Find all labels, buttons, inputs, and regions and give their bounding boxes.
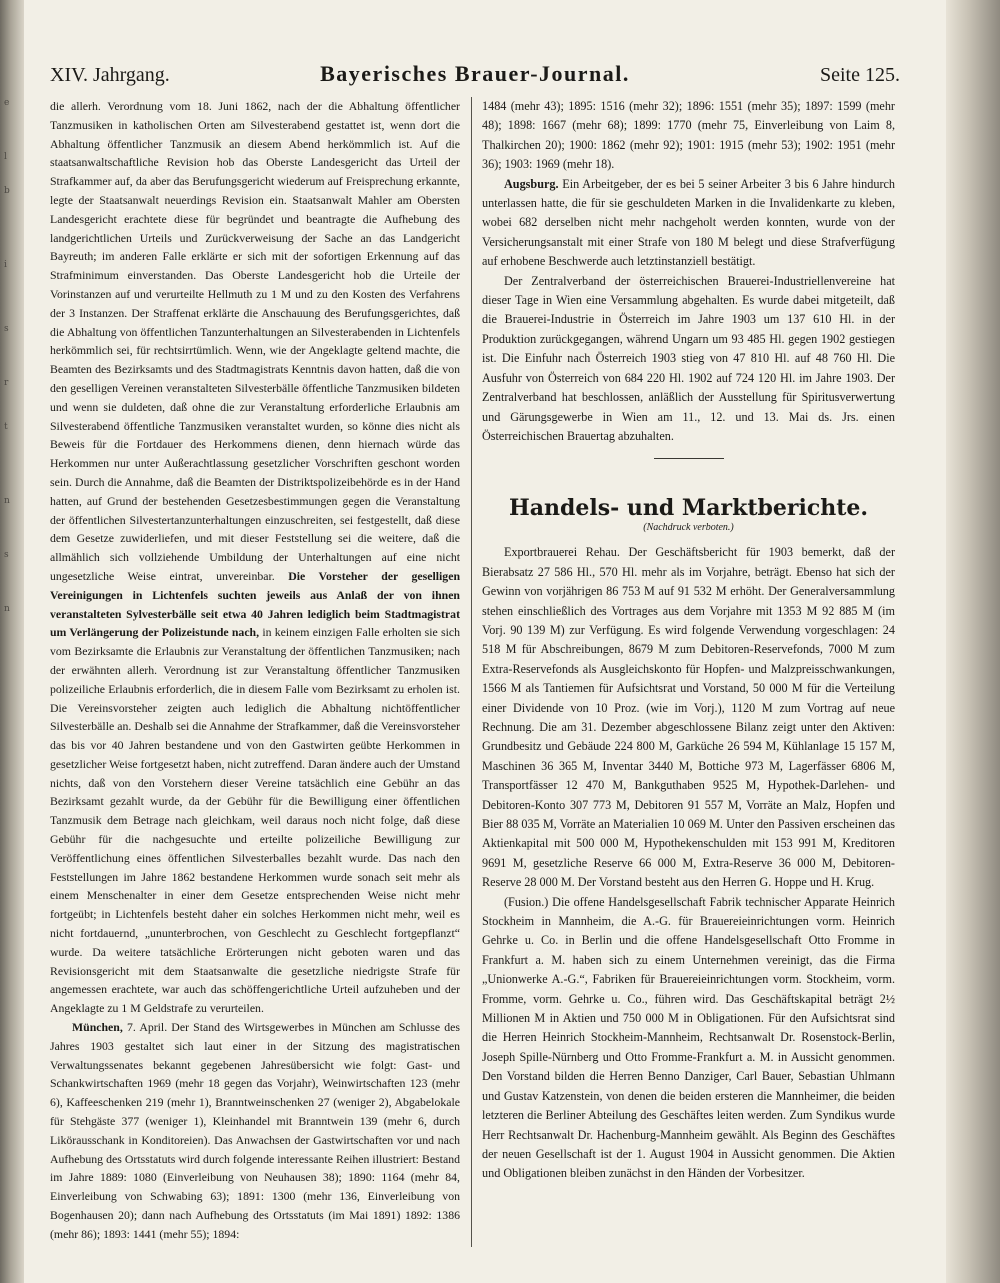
margin-mark: b [4, 186, 10, 196]
right-column [482, 97, 895, 1184]
bold-passage: Die Vorsteher der geselligen Vereinigungen in Lichtenfels suchten jeweils aus Anlaß der von ihnen veranstalteten Sylvesterbälle seit etwa 40 Jahren lediglich beim Stadtmagistrat um Verlängerung der Polizeistunde nach, [50, 568, 461, 640]
paragraph-text: in keinem einzigen Falle erholten sie sich vom Bezirksamte die Erlaubnis zur Veranstaltung der öffentlichen Tanzmusiken; nach der erwähnten allerh. Verordnung ist zur Veranstaltung öffentlicher Tanzmusiken polizeiliche Erlaubnis erforderlich, die in diesem Falle vom Bezirksamt zu erholen ist. Die Vereinsvorsteher zeigten auch lediglich die Abhaltung nichtöffentlicher Silvesterbälle an. Deshalb sei die Annahme der Strafkammer, daß die Vereinsvorsteher das bis vor 40 Jahren bestandene und von den Gastwirten geübte Herkommen in gesetzlicher Weise fortgesetzt haben, nicht zutreffend. Daran ändere auch der Umstand nichts, daß von den Vorstehern dieser Vereine tatsächlich eine Gebühr an das Bezirksamt gezahlt wurde, da der Gebühr für die Bewilligung einer öffentlichen Tanzmusik dem Betrage nach gleichkam, weil daraus noch nicht folge, daß diese Gebühr für die nachgesuchte und erteilte polizeiliche Bewilligung zur Veröffentlichung eines öffentlichen Silvesterballes bezahlt wurde. Das nach den Feststellungen im Jahre 1862 bestandene Herkommen wurde sonach seit mehr als einem Menschenalter in einer dem Gesetze entsprechenden Weise nicht mehr fortgeübt; in Lichtenfels besteht daher ein solches Herkommen nicht mehr, weil es nicht fortdauernd, „ununterbrochen, von Geschlecht zu Geschlecht fortgepflanzt“ wurde. Da weitere tatsächliche Erörterungen nicht geboten waren und das Revisionsgericht mit dem Staatsanwalte die gesetzliche niedrigste Strafe für angemessen erachtete, war auch das schöffengerichtliche Urteil aufzuheben und der Angeklagte zu 1 M Geldstrafe zu verurteilen. [50, 625, 461, 1016]
journal-title: Bayerisches Brauer-Journal. [320, 61, 630, 86]
section-title: Handels- und Marktberichte. [508, 495, 869, 522]
column-divider [471, 97, 472, 1247]
section-subtitle: (Nachdruck verboten.) [643, 522, 734, 534]
article-muenchen [50, 1018, 460, 1244]
article-augsburg [482, 175, 895, 272]
article-muenchen-continued: 1484 (mehr 43); 1895: 1516 (mehr 32); 1896: 1551 (mehr 35); 1897: 1599 (mehr 48); 1898: 1667 (mehr 68); 1899: 1770 (mehr 75, Einverleibung von Laim 8, Thalkirchen 20); 1900: 1862 (mehr 92); 1901: 1915 (mehr 53); 1902: 1951 (mehr 36); 1903: 1969 (mehr 18). [482, 99, 895, 172]
margin-mark: n [4, 604, 10, 614]
paragraph-text: die allerh. Verordnung vom 18. Juni 1862, nach der die Abhaltung öffentlicher Tanzmusiken in katholischen Orten am Silvesterabend gestattet ist, wenn dort die Abhaltung öffentlicher Tanzmusik an diesem Abend herkömmlich ist. Auf die staatsanwaltschaftliche Revision hob das Oberste Landesgericht das Urteil der Strafkammer auf, da aber das Berufungsgericht wiederum auf Freisprechung erkannte, legte der Staatsanwalt neuerdings Revision ein. Staatsanwalt Mahler am Obersten Landesgericht erachtete diese für begründet und beantragte die Aufhebung des landgerichtlichen Urteils und Zurückverweisung der Sache an das Landgericht Bayreuth; im anderen Falle erklärte er sich mit der sofortigen Erkennung auf das Strafminimum einverstanden. Das Oberste Landesgericht hob die Urteile der Vorinstanzen auf und verurteilte Hellmuth zu 1 M und zu den Kosten des Verfahrens der 3 Instanzen. Der Straffenat erklärte die Anschauung des Berufungsgerichtes, daß die Abhaltung von öffentlichen Tanzunterhaltungen an Silvesterabenden in Lichtenfels herkömmlich sei, für rechtsirrtümlich. Wenn, wie der Angeklagte geltend machte, die Beamten des Bezirksamts und des Stadtmagistrats Kenntnis davon hatten, daß die von den geselligen Vereinen veranstalteten Silvesterbälle öffentliche Tanzmusiken bildeten und wenn sie duldeten, daß ohne die zur Veranstaltung erforderliche Erlaubnis am Silvesterabend öffentliche Tanzmusiken veranstaltet wurden, so könne dies nicht als Beweis für die Fortdauer des Herkommens dienen, denn hiernach würde das Herkommen nur unter Außerachtlassung gesetzlicher Vorschriften geschont worden sein. Durch die Annahme, daß die Beamten der Distriktspolizeibehörde es in der Hand hatten, auf Grund der bestehenden Gesetzesbestimmungen gegen die Veranstaltung der öffentlichen Silvestertanzunterhaltungen einzuschreiten, sei festgestellt, daß diese dem Gesetze zuwiderliefen, und mit dieser Feststellung sei die weitere, daß die allmählich sich vollziehende Umbildung der Unterhaltungen auf eine nicht ungesetzliche Weise eintrat, unvereinbar. [50, 99, 460, 583]
left-column [50, 97, 460, 1244]
article-zentralverband: Der Zentralverband der österreichischen Brauerei-Industriellenvereine hat dieser Tage in Wien eine Versammlung abgehalten. Es wurde dabei mitgeteilt, daß die Brauerei-Industrie in Österreich im Jahre 1903 um 137 610 Hl. in der Produktion zurückgegangen, während Ungarn um 93 485 Hl. gegen 1902 gestiegen ist. Die Einfuhr nach Österreich 1903 stieg von 47 810 Hl. auf 48 760 Hl. Die Ausfuhr von Österreich von 684 220 Hl. 1902 auf 724 120 Hl. im Jahre 1903. Der Zentralverband hat beschlossen, anläßlich der Ausstellung für Spiritusverwertung und Gärungsgewerbe in Wien am 11., 12. und 13. Mai ds. Jrs. einen Österreichischen Brauertag abzuhalten. [482, 273, 895, 443]
margin-mark: l [4, 152, 7, 162]
article-fusion: (Fusion.) Die offene Handelsgesellschaft Fabrik technischer Apparate Heinrich Stockheim in Mannheim, die A.-G. für Brauereieinrichtungen vorm. Heinrich Gehrke u. Co. in Berlin und die offene Handelsgesellschaft Otto Fromme in Frankfurt a. M. haben sich zu einem Unternehmen vereinigt, das die Firma „Unionwerke A.-G.“, Fabriken für Brauereieinrichtungen vorm. Stockheim, vorm. Fromme, vorm. Gehrke u. Co., führen wird. Das Geschäftskapital beträgt 2½ Millionen M in Aktien und 750 000 M in Obligationen. Für den Aufsichtsrat sind die Herren Heinrich Stockheim-Mannheim, Rechtsanwalt Dr. Rosenstock-Berlin, Joseph Spille-Nürnberg und Otto Fromme-Frankfurt a. M. in Aussicht genommen. Den Vorstand bilden die Herren Benno Danziger, Carl Bauer, Sebastian Uhlmann und Gustav Katzenstein, von denen die beiden ersteren die Mannheimer, die beiden letzteren die Berliner Abteilung des Geschäftes leiten werden. Zum Syndikus wurde Herr Rechtsanwalt Dr. Hachenburg-Mannheim gewählt. Als Beginn des Geschäftes der neuen Gesellschaft ist der 1. August 1904 in Aussicht genommen. Die Aktien und Obligationen bleiben zunächst in den Händen der Vorbesitzer. [482, 894, 895, 1181]
margin-mark: n [4, 496, 10, 506]
paragraph-text: 7. April. Der Stand des Wirtsgewerbes in München am Schlusse des Jahres 1903 gestaltet sich laut einer in der Sitzung des magistratischen Verwaltungssenates bekannt gegebenen Jahresübersicht wie folgt: Gast- und Schankwirtschaften 1969 (mehr 18 gegen das Vorjahr), Weinwirtschaften 123 (mehr 6), Kaffeeschenken 219 (mehr 1), Branntweinschenken 27 (weniger 2), Abgabelokale für Stehgäste 377 (weniger 1), Kleinhandel mit Branntwein 139 (mehr 6, durch Likörausschank in Konditoreien). Das Anwachsen der Gastwirtschaften vor und nach Aufhebung des Ortsstatuts wird durch folgende interessante Reihen illustriert: Bestand im Jahre 1889: 1080 (Einverleibung von Neuhausen 38); 1890: 1164 (mehr 84, Einverleibung von Schwabing 63); 1891: 1300 (mehr 136, Einverleibung von Bogenhausen 20); dann nach Aufhebung des Ortsstatuts (im Mai 1891) 1892: 1386 (mehr 86); 1893: 1441 (mehr 55); 1894: [50, 1020, 461, 1241]
volume-label: XIV. Jahrgang. [50, 64, 170, 86]
page-edge-shadow [946, 0, 1000, 1283]
margin-mark: s [4, 550, 9, 560]
article-lichtenfels [50, 97, 460, 1018]
page-number: Seite 125. [820, 64, 900, 86]
article-rehau: Exportbrauerei Rehau. Der Geschäftsbericht für 1903 bemerkt, daß der Bierabsatz 27 586 Hl., 570 Hl. mehr als im Vorjahre, beträgt. Ebenso hat sich der Gewinn von vorjährigen 86 753 M auf 91 532 M erhöht. Der Generalversammlung stehen einschließlich des Vortrages aus dem Vorjahre mit 1353 M 92 885 M (im Vorj. 90 139 M) zur Verfügung. Es wird folgende Verwendung vorgeschlagen: 24 518 M für Abschreibungen, 8679 M zum Debitoren-Reservefonds, 7000 M zum Extra-Reservefonds als Ausgleichskonto für Hopfen- und Malzpreisschwankungen, 1566 M als Tantiemen für Aufsichtsrat und Vorstand, 50 000 M für die Verteilung einer Dividende von 10 Proz. (wie im Vorj.), 1120 M zum Vortrag auf neue Rechnung. Die am 31. Dezember abgeschlossene Bilanz zeigt unter den Aktiven: Grundbesitz und Gebäude 224 800 M, Garküche 26 594 M, Kühlanlage 15 157 M, Maschinen 36 365 M, Inventar 3440 M, Bottiche 973 M, Lagerfässer 6806 M, Transportfässer 12 470 M, Bankguthaben 9525 M, Hypothek-Darlehen- und Debitoren-Konto 307 773 M, Debitoren 91 557 M, Vorräte an Malz, Hopfen und Bier 88 035 M, Vorräte an Materialien 10 069 M. Unter den Passiven erscheinen das Aktienkapital mit 500 000 M, Hypothekenschulden mit 153 991 M, Kreditoren 9691 M, gesetzliche Reserve 66 000 M, Extra-Reserve 36 000 M, Debitoren-Reserve 28 000 M. Der Vorstand besteht aus den Herren G. Hoppe und H. Krug. [482, 545, 895, 890]
margin-mark: s [4, 324, 9, 334]
page-header [50, 56, 900, 90]
margin-mark: t [4, 422, 8, 432]
dateline: München, [72, 1020, 123, 1035]
section-separator [654, 458, 724, 459]
paragraph-text: Ein Arbeitgeber, der es bei 5 seiner Arbeiter 3 bis 6 Jahre hindurch unterlassen hatte, die für sie geschuldeten Marken in die Invalidenkarte zu kleben, wobei 682 derselben nicht mehr nachgeholt werden konnten, wurde von der Versicherungsanstalt mit einer Strafe von 180 M belegt und diese Strafverfügung auf erhobene Beschwerde auch letztinstanziell bestätigt. [482, 176, 896, 269]
margin-mark: i [4, 260, 7, 270]
margin-mark: e [4, 98, 10, 108]
dateline: Augsburg. [504, 176, 559, 191]
margin-marks [4, 96, 18, 616]
margin-mark: r [4, 378, 9, 388]
